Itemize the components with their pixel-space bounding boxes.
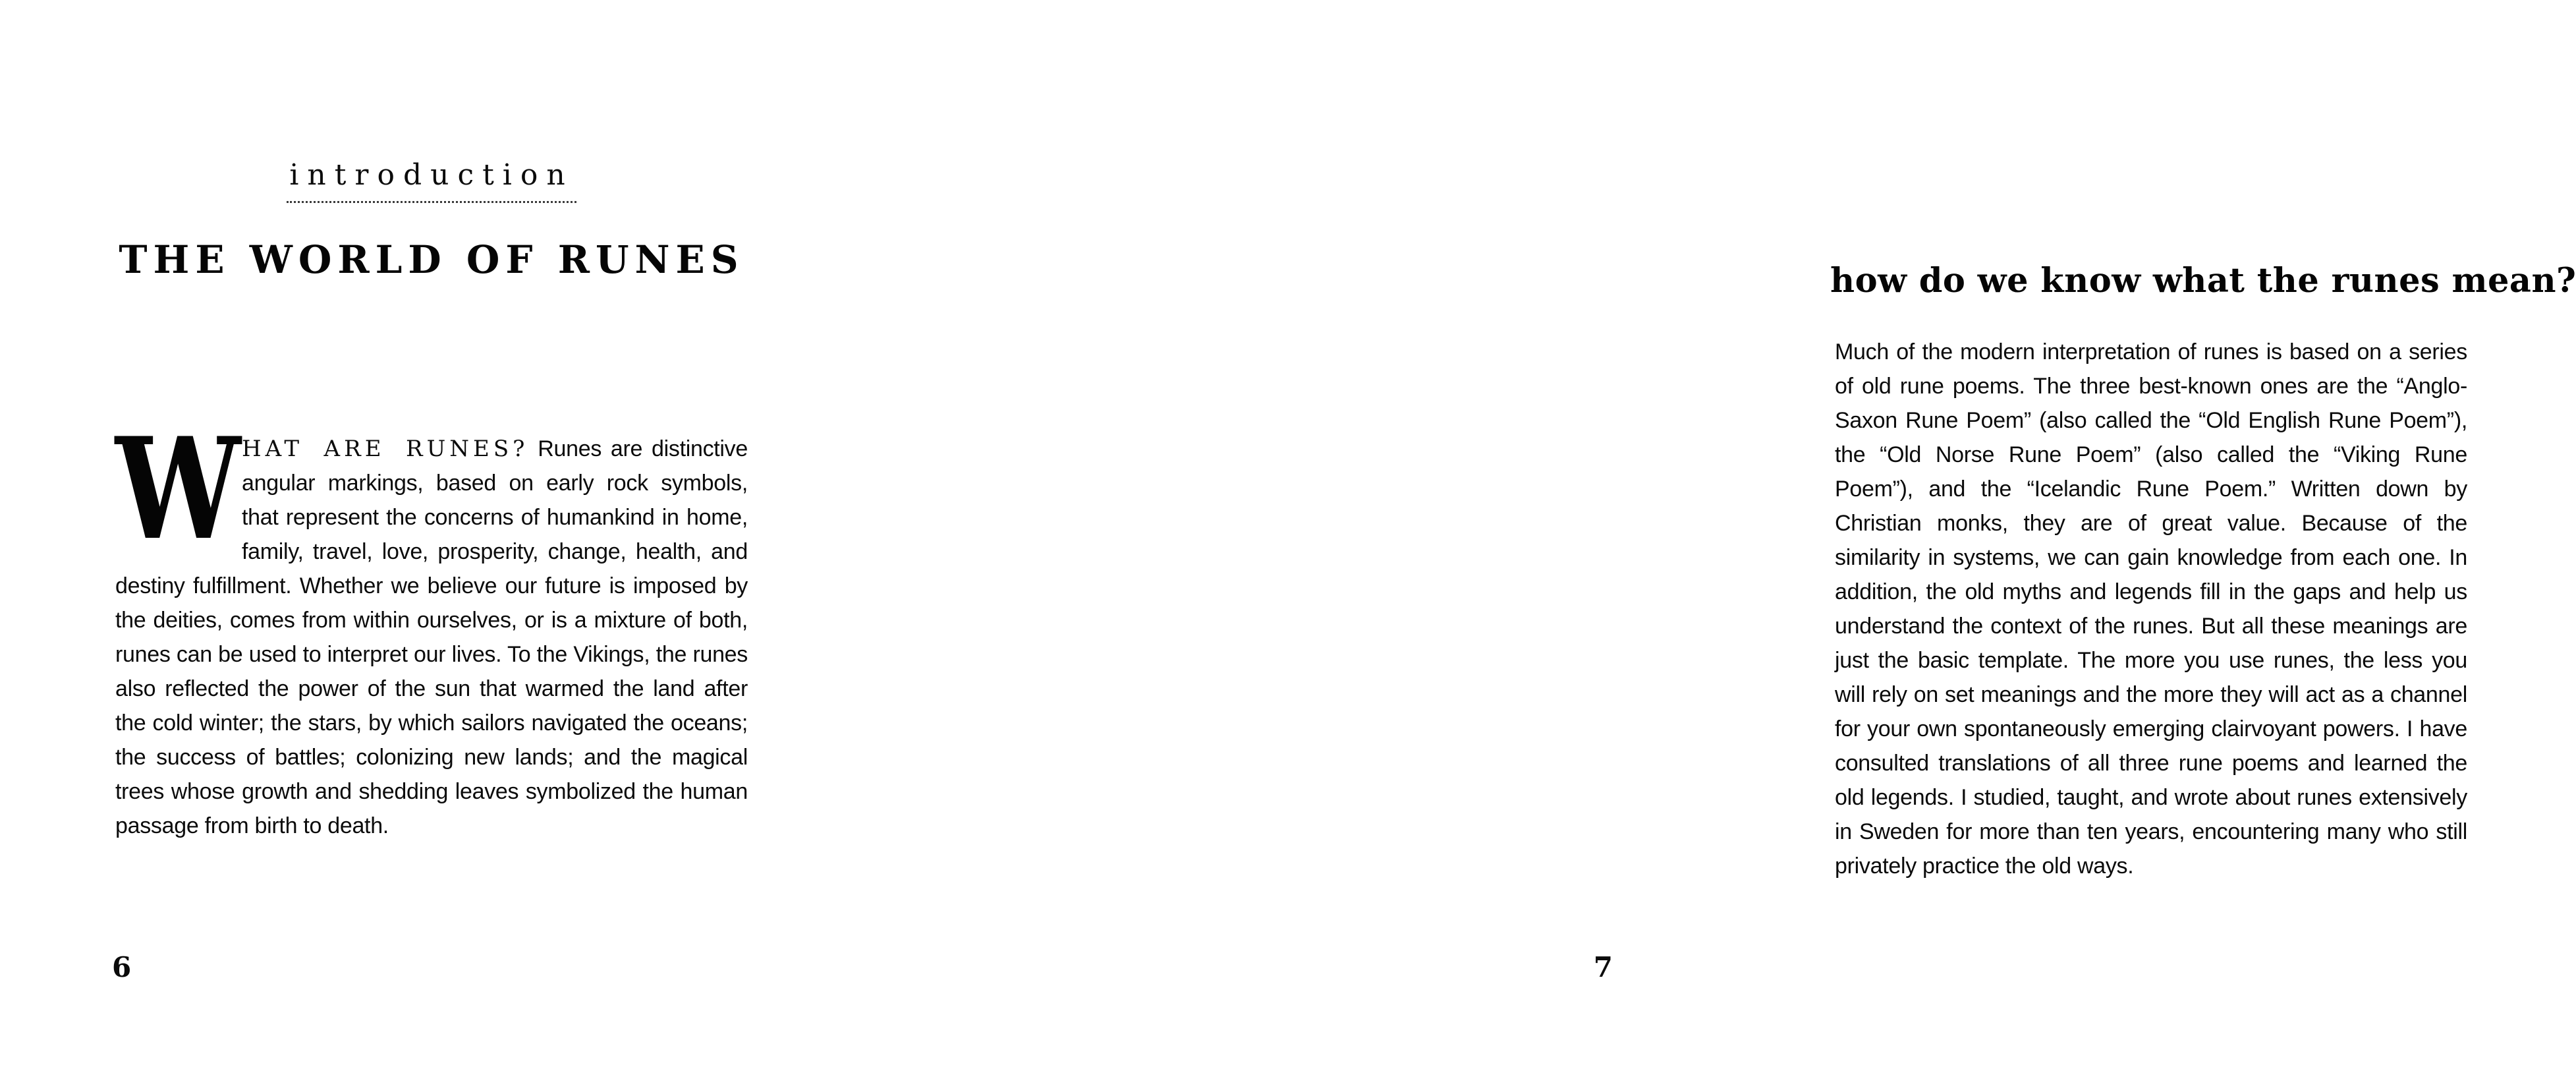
- page-right: [856, 0, 2576, 1071]
- dotted-rule: [287, 201, 576, 203]
- page-number-left: 6: [112, 951, 132, 983]
- section-heading: how do we know what the runes mean?: [1830, 261, 2576, 301]
- right-page-paragraph: [1835, 335, 2467, 883]
- left-paragraph-text: Runes are distinctive angular markings, based on early rock symbols, that represent the concerns of humankind in home, family, travel, love, prosperity, change, health, and destiny fulfillment. Whether we believe our future is imposed by the deities, comes from within ourselves, or is a mixture of both, runes can be used to interpret our lives. To the Vikings, the runes also reflected the power of the sun that warmed the land after the cold winter; the stars, by which sailors navigated the oceans; the success of battles; colonizing new lands; and the magical trees whose growth and shedding leaves symbolized the human passage from birth to death.: [115, 436, 748, 838]
- page-number-right: 7: [1593, 951, 1613, 983]
- page-left: [0, 0, 856, 1071]
- right-paragraph-text: Much of the modern interpretation of runes is based on a series of old rune poems. The three best-known ones are the “Anglo-Saxon Rune Poem” (also called the “Old English Rune Poem”), the “Old Norse Rune Poem” (also called the “Viking Rune Poem”), and the “Icelandic Rune Poem.” Written down by Christian monks, they are of great value. Because of the similarity in systems, we can gain knowledge from each one. In addition, the old myths and legends fill in the gaps and help us understand the context of the runes. But all these meanings are just the basic template. The more you use runes, the less you will rely on set meanings and the more they will act as a channel for your own spontaneously emerging clairvoyant powers. I have consulted translations of all three rune poems and learned the old legends. I studied, taught, and wrote about runes extensively in Sweden for more than ten years, encountering many who still privately practice the old ways.: [1835, 339, 2467, 879]
- left-page-paragraph: [115, 407, 748, 843]
- chapter-title: THE WORLD OF RUNES: [119, 237, 744, 282]
- lead-in-text: HAT ARE RUNES?: [242, 436, 529, 462]
- dropcap-letter: W: [115, 407, 241, 571]
- chapter-kicker: introduction: [289, 158, 574, 192]
- chapter-kicker-block: [115, 158, 748, 203]
